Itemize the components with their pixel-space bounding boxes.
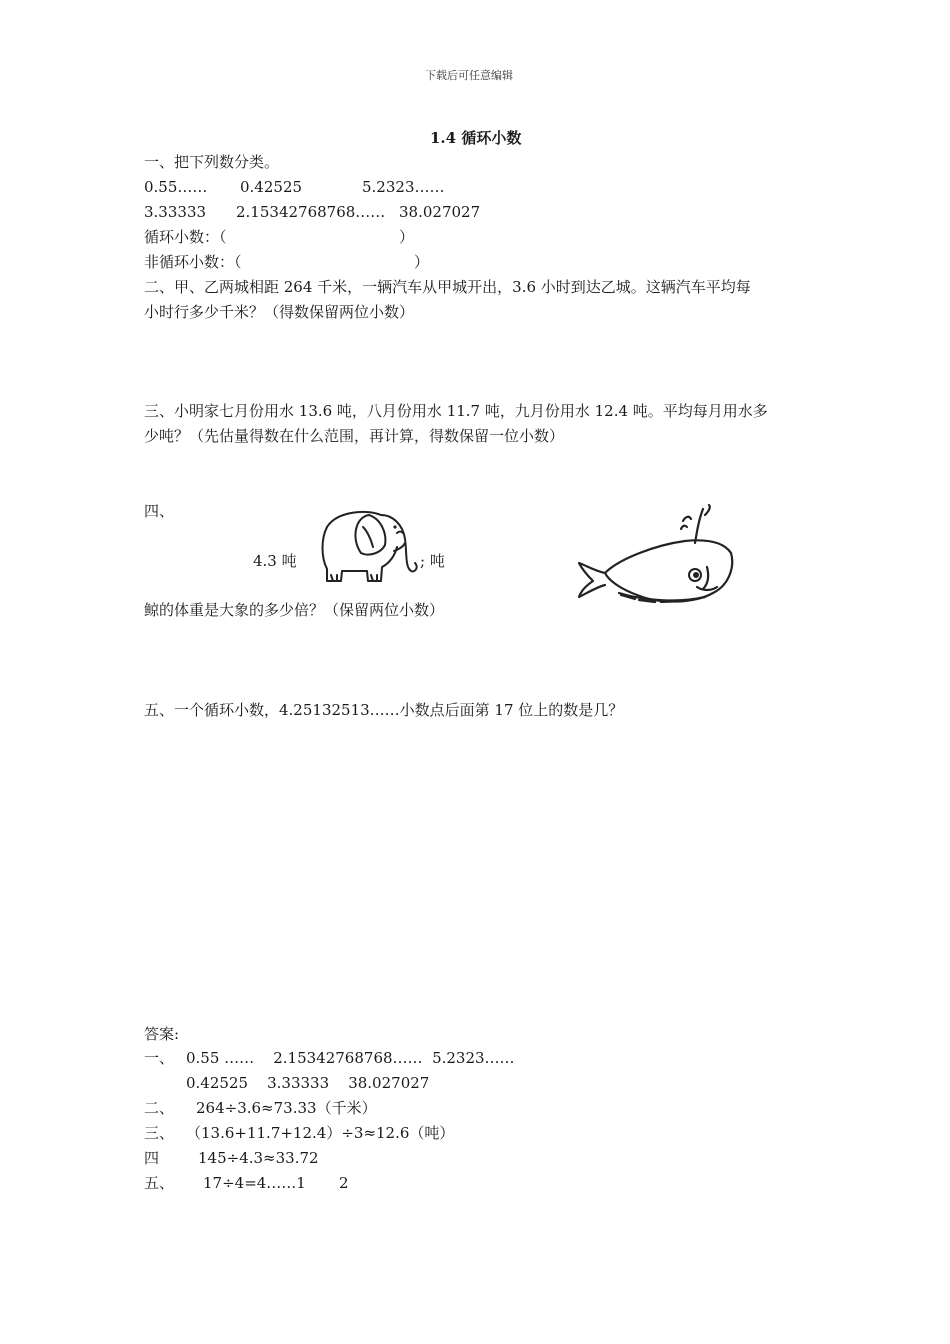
answers-heading: 答案:	[144, 1025, 180, 1043]
q1-nonrepeating-label: 非循环小数：（	[144, 253, 242, 271]
q1-number-e: 2.15342768768……	[236, 203, 386, 221]
answer2-label: 二、	[144, 1099, 175, 1117]
answer1-line1: 0.55 …… 2.15342768768…… 5.2323……	[186, 1049, 515, 1067]
q1-number-b: 0.42525	[240, 178, 303, 196]
q1-repeating-close: ）	[399, 228, 415, 246]
q5-text: 五、一个循环小数，4.25132513……小数点后面第 17 位上的数是几？	[144, 701, 624, 719]
q2-line2: 小时行多少千米？（得数保留两位小数）	[144, 303, 415, 321]
q3-line1: 三、小明家七月份用水 13.6 吨，八月份用水 11.7 吨，九月份用水 12.4 吨。平均每月用水多	[144, 402, 768, 420]
answer5-result: 2	[339, 1174, 349, 1192]
q1-number-f: 38.027027	[399, 203, 481, 221]
q1-repeating-label: 循环小数：（	[144, 228, 227, 246]
q1-number-c: 5.2323……	[362, 178, 445, 196]
q4-question: 鲸的体重是大象的多少倍？（保留两位小数）	[144, 601, 445, 619]
elephant-weight: 4.3 吨	[253, 552, 297, 570]
answer4: 145÷4.3≈33.72	[198, 1149, 319, 1167]
answer2: 264÷3.6≈73.33（千米）	[196, 1099, 377, 1117]
answer3-label: 三、	[144, 1124, 175, 1142]
q4-label: 四、	[144, 502, 175, 520]
elephant-illustration	[315, 505, 425, 585]
q1-nonrepeating-close: ）	[414, 253, 430, 271]
page-title: 1.4 循环小数	[430, 129, 522, 147]
q2-line1: 二、甲、乙两城相距 264 千米，一辆汽车从甲城开出，3.6 小时到达乙城。这辆汽车平均每	[144, 278, 751, 296]
q3-line2: 少吨？（先估量得数在什么范围，再计算，得数保留一位小数）	[144, 427, 565, 445]
q1-prompt: 一、把下列数分类。	[144, 153, 280, 171]
q1-number-d: 3.33333	[144, 203, 207, 221]
page-header: 下载后可任意编辑	[425, 69, 513, 82]
q1-number-a: 0.55……	[144, 178, 208, 196]
whale-weight-fragment: ; 吨	[420, 552, 445, 570]
answer1-label: 一、	[144, 1049, 175, 1067]
answer5-label: 五、	[144, 1174, 175, 1192]
answer5: 17÷4=4……1	[203, 1174, 306, 1192]
answer1-line2: 0.42525 3.33333 38.027027	[186, 1074, 430, 1092]
answer3: （13.6+11.7+12.4）÷3≈12.6（吨）	[186, 1124, 455, 1142]
whale-illustration	[575, 505, 735, 605]
answer4-label: 四	[144, 1149, 160, 1167]
